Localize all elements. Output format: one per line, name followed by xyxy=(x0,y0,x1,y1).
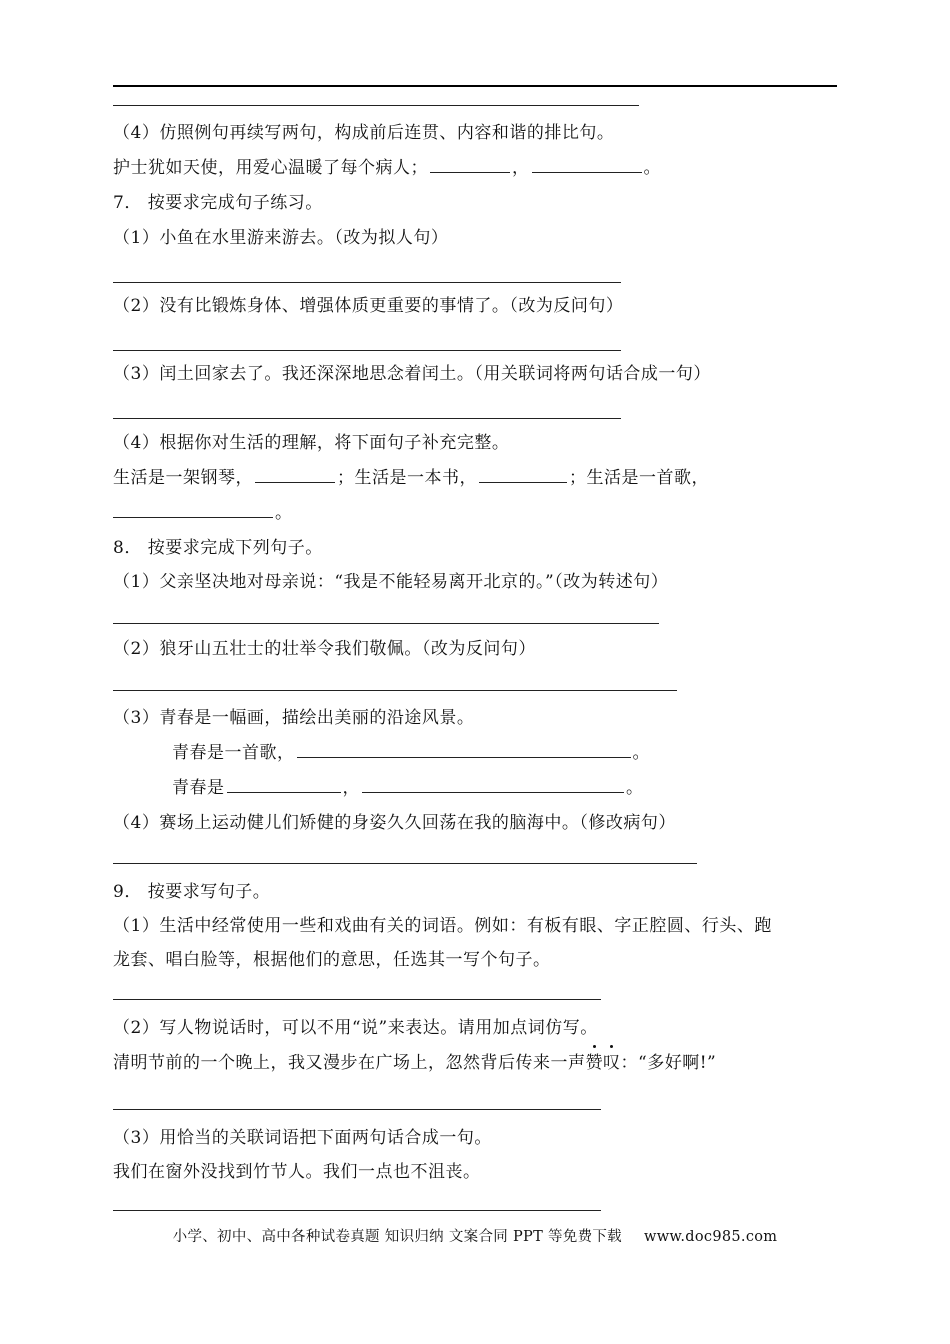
emphasis-dot-char: 叹 xyxy=(603,1053,621,1073)
question-9-part-1-line-1: （1）生活中经常使用一些和戏曲有关的词语。例如：有板有眼、字正腔圆、行头、跑 xyxy=(113,916,772,936)
question-9-part-3-sentence: 我们在窗外没找到竹节人。我们一点也不沮丧。 xyxy=(113,1162,481,1182)
footer-url[interactable]: www.doc985.com xyxy=(643,1229,778,1245)
answer-line[interactable] xyxy=(113,282,621,283)
question-8-part-2: （2）狼牙山五壮士的壮举令我们敬佩。（改为反问句） xyxy=(113,639,536,659)
question-9-part-2-sentence: 清明节前的一个晚上，我又漫步在广场上，忽然背后传来一声赞叹：“多好啊!” xyxy=(113,1053,717,1073)
answer-line[interactable] xyxy=(113,623,659,624)
question-8-part-1: （1）父亲坚决地对母亲说：“我是不能轻易离开北京的。”（改为转述句） xyxy=(113,572,669,592)
question-6-part-4: （4）仿照例句再续写两句，构成前后连贯、内容和谐的排比句。 xyxy=(113,123,615,143)
fill-blank[interactable] xyxy=(297,741,631,758)
question-9-part-1-line-2: 龙套、唱白脸等，根据他们的意思，任选其一写个句子。 xyxy=(113,950,551,970)
answer-line[interactable] xyxy=(113,863,697,864)
question-9-title: 9． 按要求写句子。 xyxy=(113,882,271,902)
question-7-part-3: （3）闰土回家去了。我还深深地思念着闰土。（用关联词将两句话合成一句） xyxy=(113,364,711,384)
question-8-part-3-line-1: 青春是一首歌， 。 xyxy=(172,743,650,763)
answer-line[interactable] xyxy=(113,1109,601,1110)
question-7-part-2: （2）没有比锻炼身体、增强体质更重要的事情了。（改为反问句） xyxy=(113,296,624,316)
emphasis-dot-char: 赞 xyxy=(585,1053,603,1073)
question-6-part-4-example: 护士犹如天使，用爱心温暖了每个病人； ， 。 xyxy=(113,158,661,178)
question-7-title: 7． 按要求完成句子练习。 xyxy=(113,193,323,213)
answer-line[interactable] xyxy=(113,1210,601,1211)
fill-blank[interactable] xyxy=(430,156,510,173)
fill-blank[interactable] xyxy=(532,156,642,173)
answer-line xyxy=(113,105,639,106)
answer-line[interactable] xyxy=(113,418,621,419)
question-9-part-3: （3）用恰当的关联词语把下面两句话合成一句。 xyxy=(113,1128,492,1148)
footer-text: 小学、初中、高中各种试卷真题 知识归纳 文案合同 PPT 等免费下载 xyxy=(172,1229,622,1245)
fill-blank[interactable] xyxy=(362,776,624,793)
question-8-title: 8． 按要求完成下列句子。 xyxy=(113,538,323,558)
question-8-part-4: （4）赛场上运动健儿们矫健的身姿久久回荡在我的脑海中。（修改病句） xyxy=(113,813,676,833)
question-7-part-4-sentence-end: 。 xyxy=(113,501,293,525)
fill-blank[interactable] xyxy=(227,776,341,793)
fill-blank[interactable] xyxy=(255,466,335,483)
answer-line[interactable] xyxy=(113,999,601,1000)
question-8-part-3-line-2: 青春是 ， 。 xyxy=(172,778,644,798)
page-footer xyxy=(0,1226,950,1248)
fill-blank[interactable] xyxy=(479,466,567,483)
fill-blank[interactable] xyxy=(113,501,273,518)
question-7-part-1: （1）小鱼在水里游来游去。（改为拟人句） xyxy=(113,228,449,248)
question-7-part-4: （4）根据你对生活的理解，将下面句子补充完整。 xyxy=(113,433,510,453)
answer-line[interactable] xyxy=(113,690,677,691)
question-7-part-4-sentence: 生活是一架钢琴， ；生活是一本书， ；生活是一首歌， xyxy=(113,468,709,488)
answer-line[interactable] xyxy=(113,350,621,351)
header-rule xyxy=(113,85,837,87)
question-9-part-2: （2）写人物说话时，可以不用“说”来表达。请用加点词仿写。 xyxy=(113,1018,598,1038)
question-8-part-3: （3）青春是一幅画，描绘出美丽的沿途风景。 xyxy=(113,708,475,728)
